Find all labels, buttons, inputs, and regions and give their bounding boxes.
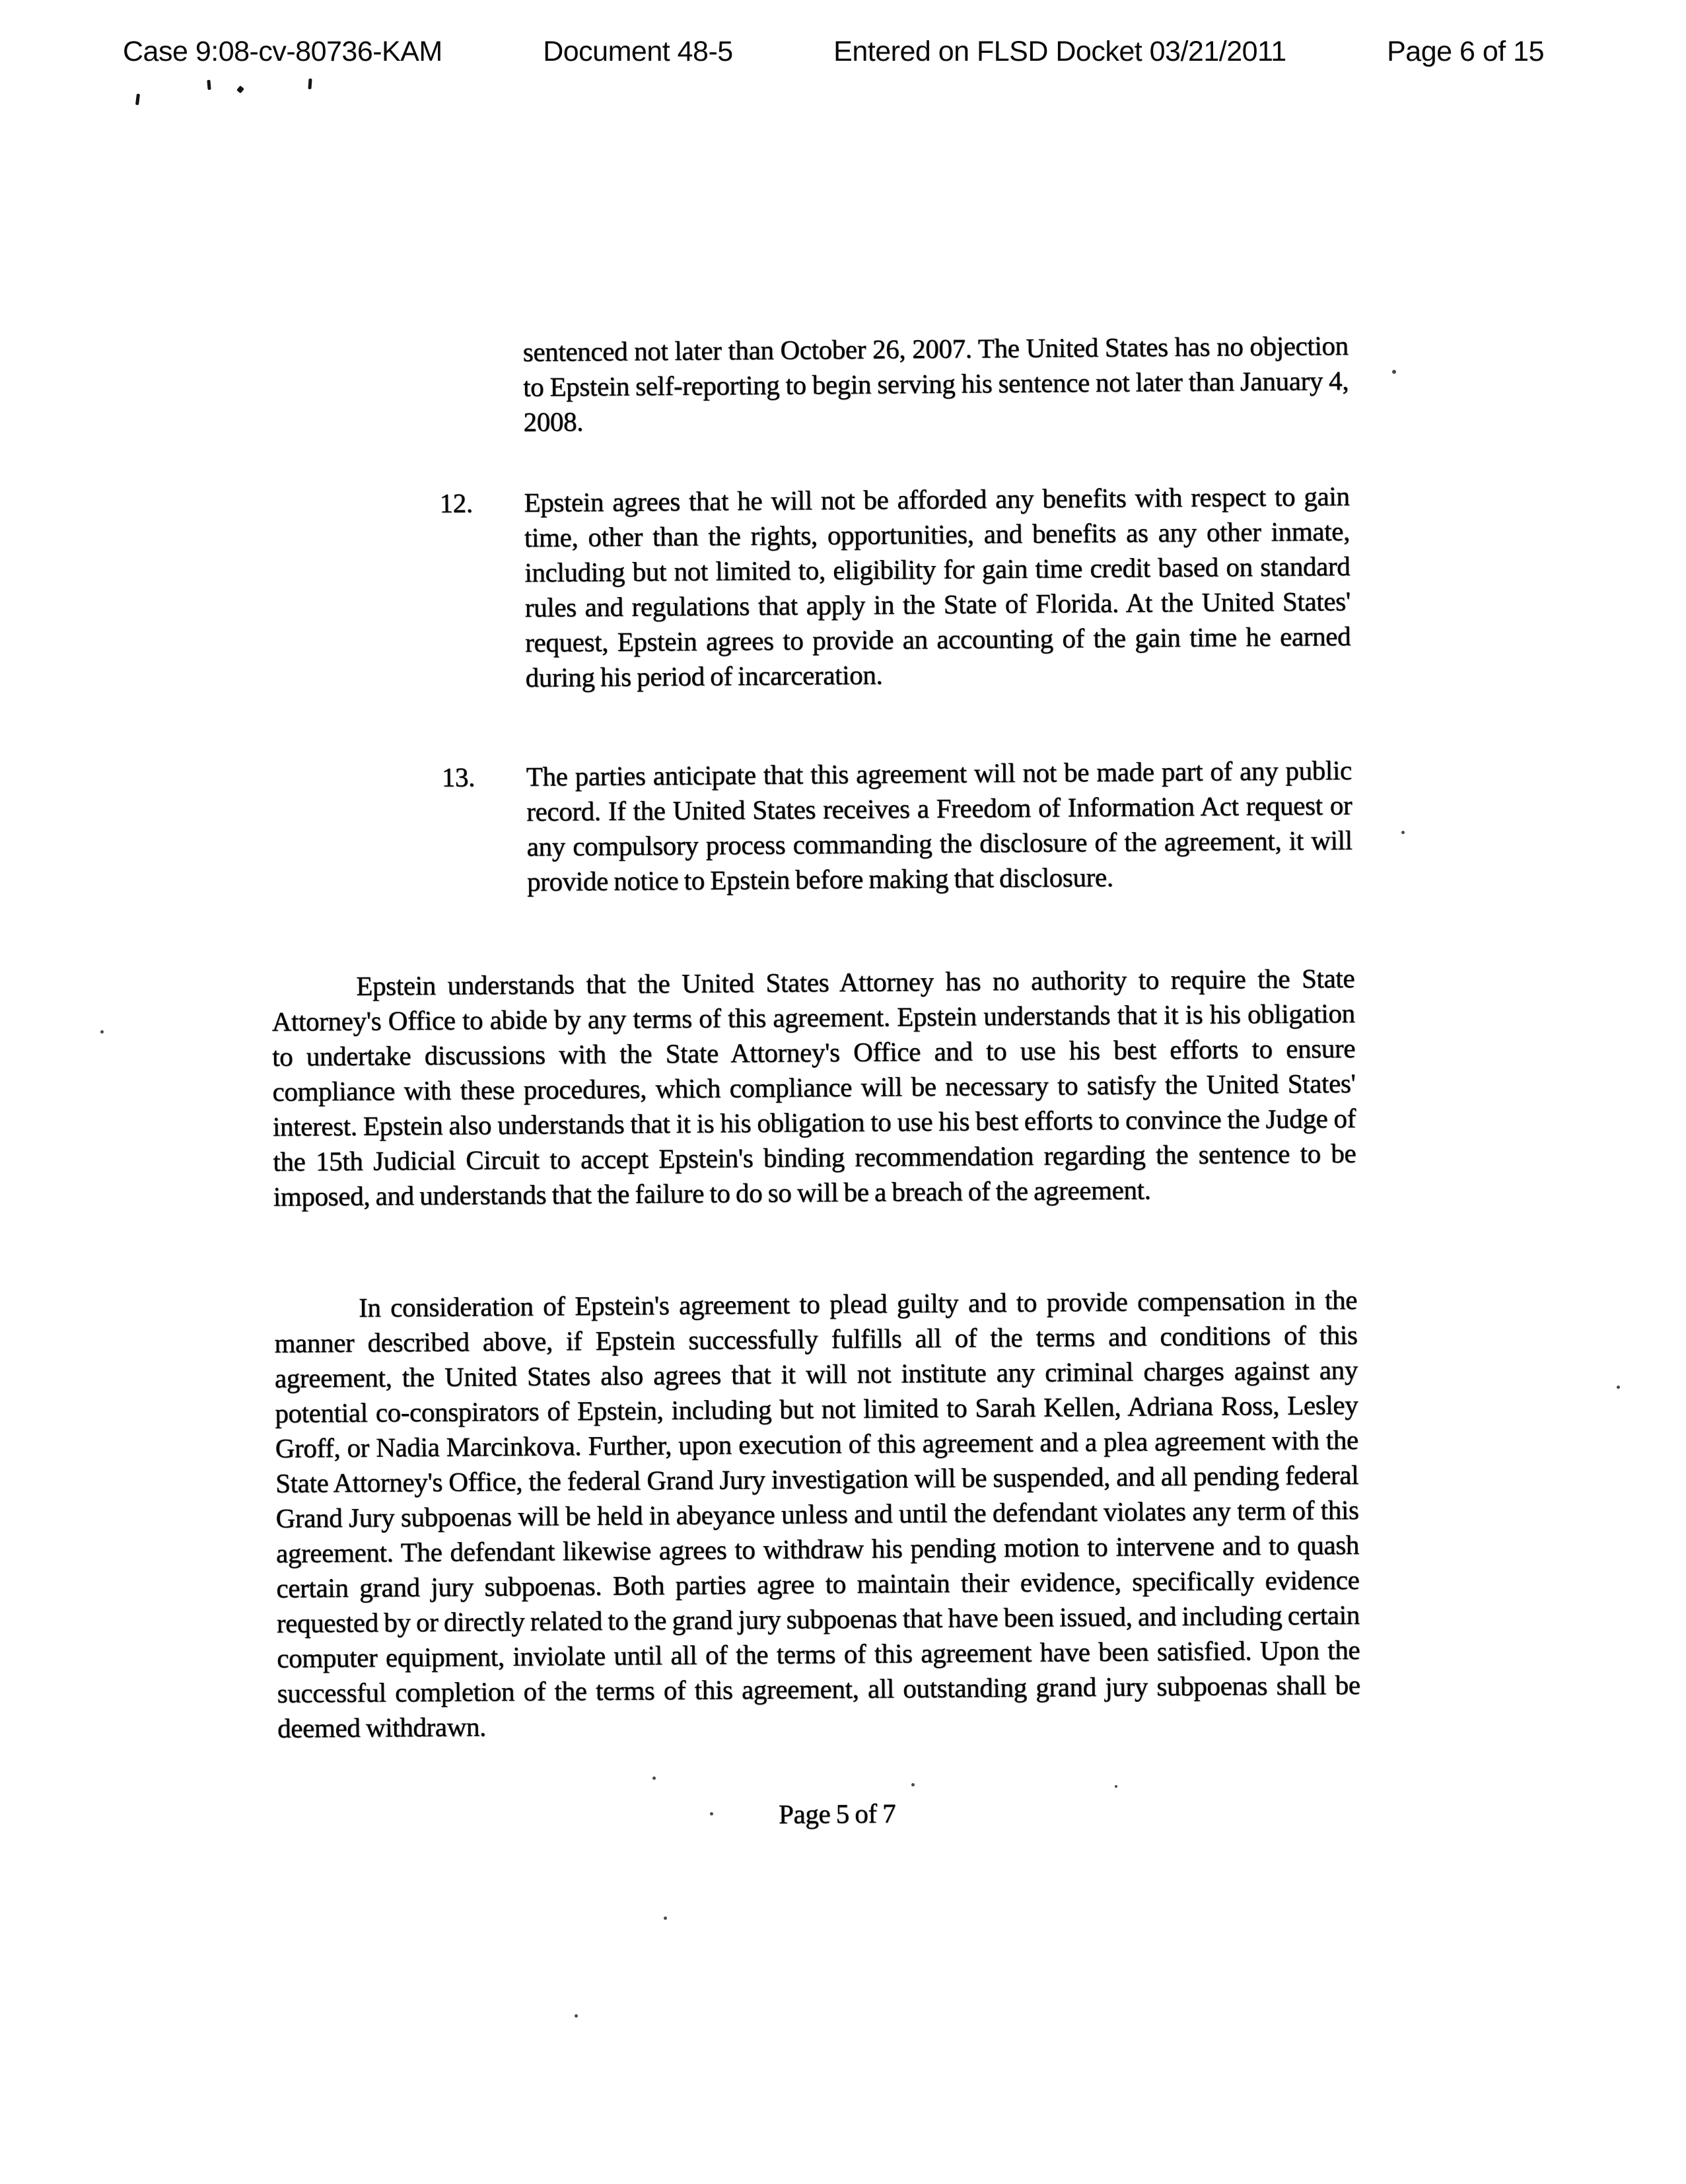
item-text-gain-time: Epstein agrees that he will not be afforded any benefits with respect to gain time, other than the rights, opportunities, and benefits as any other inmate, including but not limited to, eligibility for gain time credit based on standard rules and regulations that apply in the State of Florida. At the United States' request, Epstein agrees to provide an accounting of the gain time he earned during his period of incarceration. <box>524 480 1351 693</box>
item-text-public-record: The parties anticipate that this agreement will not be made part of any public record. If the United States receives a Freedom of Information Act request or any compulsory process commanding the disclosure of the agreement, it will provide notice to Epstein before making that disclosure. <box>526 754 1352 897</box>
page-footer: Page 5 of 7 <box>778 1798 896 1829</box>
header-document-number: Document 48-5 <box>543 36 733 67</box>
item-number: 12. <box>439 487 473 518</box>
numbered-item-12 <box>439 479 1351 696</box>
numbered-item-13 <box>442 753 1353 900</box>
header-page-number: Page 6 of 15 <box>1387 36 1544 67</box>
paragraph-state-attorney-obligations: Epstein understands that the United States Attorney has no authority to require the State Attorney's Office to abide by any terms of this agreement. Epstein understands that it is his obligation to undertake discussions with the State Attorney's Office and to use his best efforts to ensure compliance with these procedures, which compliance will be necessary to satisfy the United States' interest. Epstein also understands that it is his obligation to use his best efforts to convince the Judge of the 15th Judicial Circuit to accept Epstein's binding recommendation regarding the sentence to be imposed, and understands that the failure to do so will be a breach of the agreement. <box>271 962 1356 1212</box>
paragraph-consideration-non-prosecution: In consideration of Epstein's agreement to plead guilty and to provide compensation in the manner described above, if Epstein successfully fulfills all of the terms and conditions of this agreement, the United States also agrees that it will not institute any criminal charges against any potential co-conspirators of Epstein, including but not limited to Sarah Kellen, Adriana Ross, Lesley Groff, or Nadia Marcinkova. Further, upon execution of this agreement and a plea agreement with the State Attorney's Office, the federal Grand Jury investigation will be suspended, and all pending federal Grand Jury subpoenas will be held in abeyance unless and until the defendant violates any term of this agreement. The defendant likewise agrees to withdraw his pending motion to intervene and to quash certain grand jury subpoenas. Both parties agree to maintain their evidence, specifically evidence requested by or directly related to the grand jury subpoenas that have been issued, and including certain computer equipment, inviolate until all of the terms of this agreement have been satisfied. Upon the successful completion of the terms of this agreement, all outstanding grand jury subpoenas shall be deemed withdrawn. <box>274 1284 1360 1744</box>
header-docket-entry: Entered on FLSD Docket 03/21/2011 <box>833 36 1286 67</box>
paragraph-sentencing-continuation: sentenced not later than October 26, 2007. The United States has no objection to Epstein self-reporting to begin serving his sentence not later than January 4, 2008. <box>522 330 1349 437</box>
header-case-number: Case 9:08-cv-80736-KAM <box>123 36 442 67</box>
item-number: 13. <box>441 761 475 793</box>
